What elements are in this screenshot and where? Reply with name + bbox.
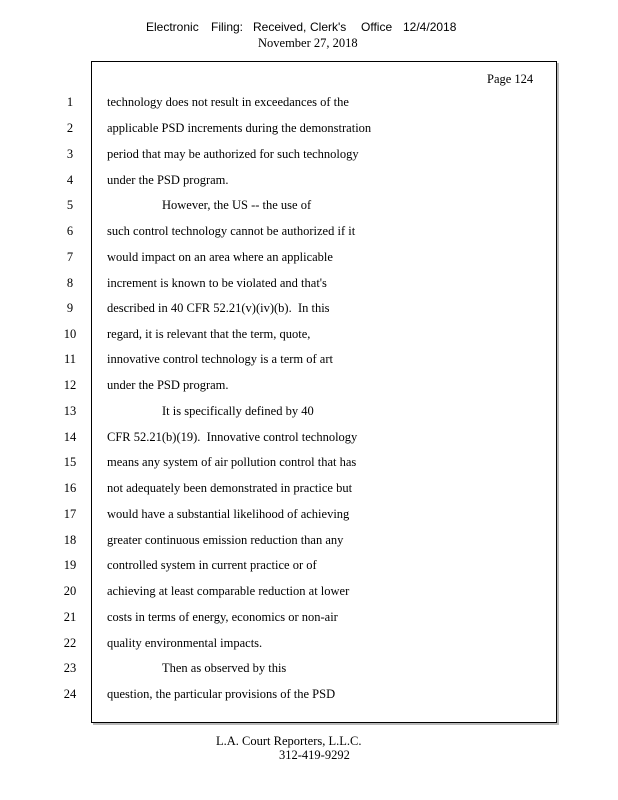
line-text: question, the particular provisions of the PSD	[107, 687, 336, 701]
line-number: 10	[63, 327, 77, 341]
line-number: 4	[66, 173, 74, 187]
line-text: under the PSD program.	[107, 378, 229, 392]
line-number: 20	[63, 584, 77, 598]
line-number: 19	[63, 558, 77, 572]
transcript-line	[0, 352, 618, 370]
line-text: period that may be authorized for such technology	[107, 147, 359, 161]
transcript-line	[0, 558, 618, 576]
transcript-line	[0, 455, 618, 473]
line-number: 22	[63, 636, 77, 650]
line-text: It is specifically defined by 40	[162, 404, 314, 418]
line-text: CFR 52.21(b)(19). Innovative control technology	[107, 430, 358, 444]
transcript-line	[0, 250, 618, 268]
court-reporter-phone: 312-419-9292	[279, 748, 350, 762]
transcript-line	[0, 378, 618, 396]
line-text: achieving at least comparable reduction at lower	[107, 584, 350, 598]
transcript-line	[0, 584, 618, 602]
transcript-line	[0, 173, 618, 191]
line-number: 1	[66, 95, 74, 109]
transcript-line	[0, 507, 618, 525]
stamp-word-filing: Filing:	[211, 20, 244, 34]
transcript-line	[0, 121, 618, 139]
stamp-word-electronic: Electronic	[146, 20, 199, 34]
line-text: greater continuous emission reduction than any	[107, 533, 344, 547]
transcript-line	[0, 687, 618, 705]
transcript-line	[0, 636, 618, 654]
line-number: 6	[66, 224, 74, 238]
line-number: 21	[63, 610, 77, 624]
transcript-line	[0, 481, 618, 499]
line-text: increment is known to be violated and that's	[107, 276, 327, 290]
line-number: 8	[66, 276, 74, 290]
filing-stamp	[0, 20, 618, 36]
line-text: would impact on an area where an applicable	[107, 250, 333, 264]
stamp-word-received: Received,	[253, 20, 307, 34]
transcript-line	[0, 198, 618, 216]
stamp-word-clerks: Clerk's	[310, 20, 347, 34]
transcript-line	[0, 404, 618, 422]
filed-date: November 27, 2018	[258, 36, 358, 50]
line-number: 2	[66, 121, 74, 135]
line-text: such control technology cannot be authorized if it	[107, 224, 356, 238]
line-text: means any system of air pollution control that has	[107, 455, 357, 469]
line-number: 24	[63, 687, 77, 701]
line-text: innovative control technology is a term of art	[107, 352, 333, 366]
line-number: 18	[63, 533, 77, 547]
transcript-line	[0, 276, 618, 294]
line-number: 17	[63, 507, 77, 521]
line-number: 9	[66, 301, 74, 315]
court-reporter-name: L.A. Court Reporters, L.L.C.	[216, 734, 362, 748]
line-text: not adequately been demonstrated in practice but	[107, 481, 353, 495]
line-number: 15	[63, 455, 77, 469]
line-text: However, the US -- the use of	[162, 198, 312, 212]
transcript-line	[0, 224, 618, 242]
line-number: 11	[63, 352, 77, 366]
line-text: would have a substantial likelihood of achieving	[107, 507, 350, 521]
line-text: Then as observed by this	[162, 661, 287, 675]
transcript-line	[0, 661, 618, 679]
transcript-line	[0, 95, 618, 113]
stamp-word-office: Office	[361, 20, 393, 34]
line-number: 7	[66, 250, 74, 264]
line-text: regard, it is relevant that the term, quote,	[107, 327, 311, 341]
line-number: 16	[63, 481, 77, 495]
line-text: quality environmental impacts.	[107, 636, 263, 650]
line-text: described in 40 CFR 52.21(v)(iv)(b). In this	[107, 301, 330, 315]
line-text: controlled system in current practice or of	[107, 558, 317, 572]
line-text: technology does not result in exceedances of the	[107, 95, 349, 109]
transcript-line	[0, 301, 618, 319]
line-number: 13	[63, 404, 77, 418]
transcript-line	[0, 610, 618, 628]
page-number: Page 124	[487, 72, 534, 86]
line-number: 14	[63, 430, 77, 444]
line-number: 23	[63, 661, 77, 675]
line-number: 3	[66, 147, 74, 161]
transcript-line	[0, 533, 618, 551]
transcript-line	[0, 430, 618, 448]
line-text: under the PSD program.	[107, 173, 229, 187]
transcript-line	[0, 147, 618, 165]
line-text: costs in terms of energy, economics or non-air	[107, 610, 338, 624]
line-number: 12	[63, 378, 77, 392]
line-number: 5	[66, 198, 74, 212]
line-text: applicable PSD increments during the demonstration	[107, 121, 372, 135]
transcript-line	[0, 327, 618, 345]
stamp-date: 12/4/2018	[403, 20, 457, 34]
